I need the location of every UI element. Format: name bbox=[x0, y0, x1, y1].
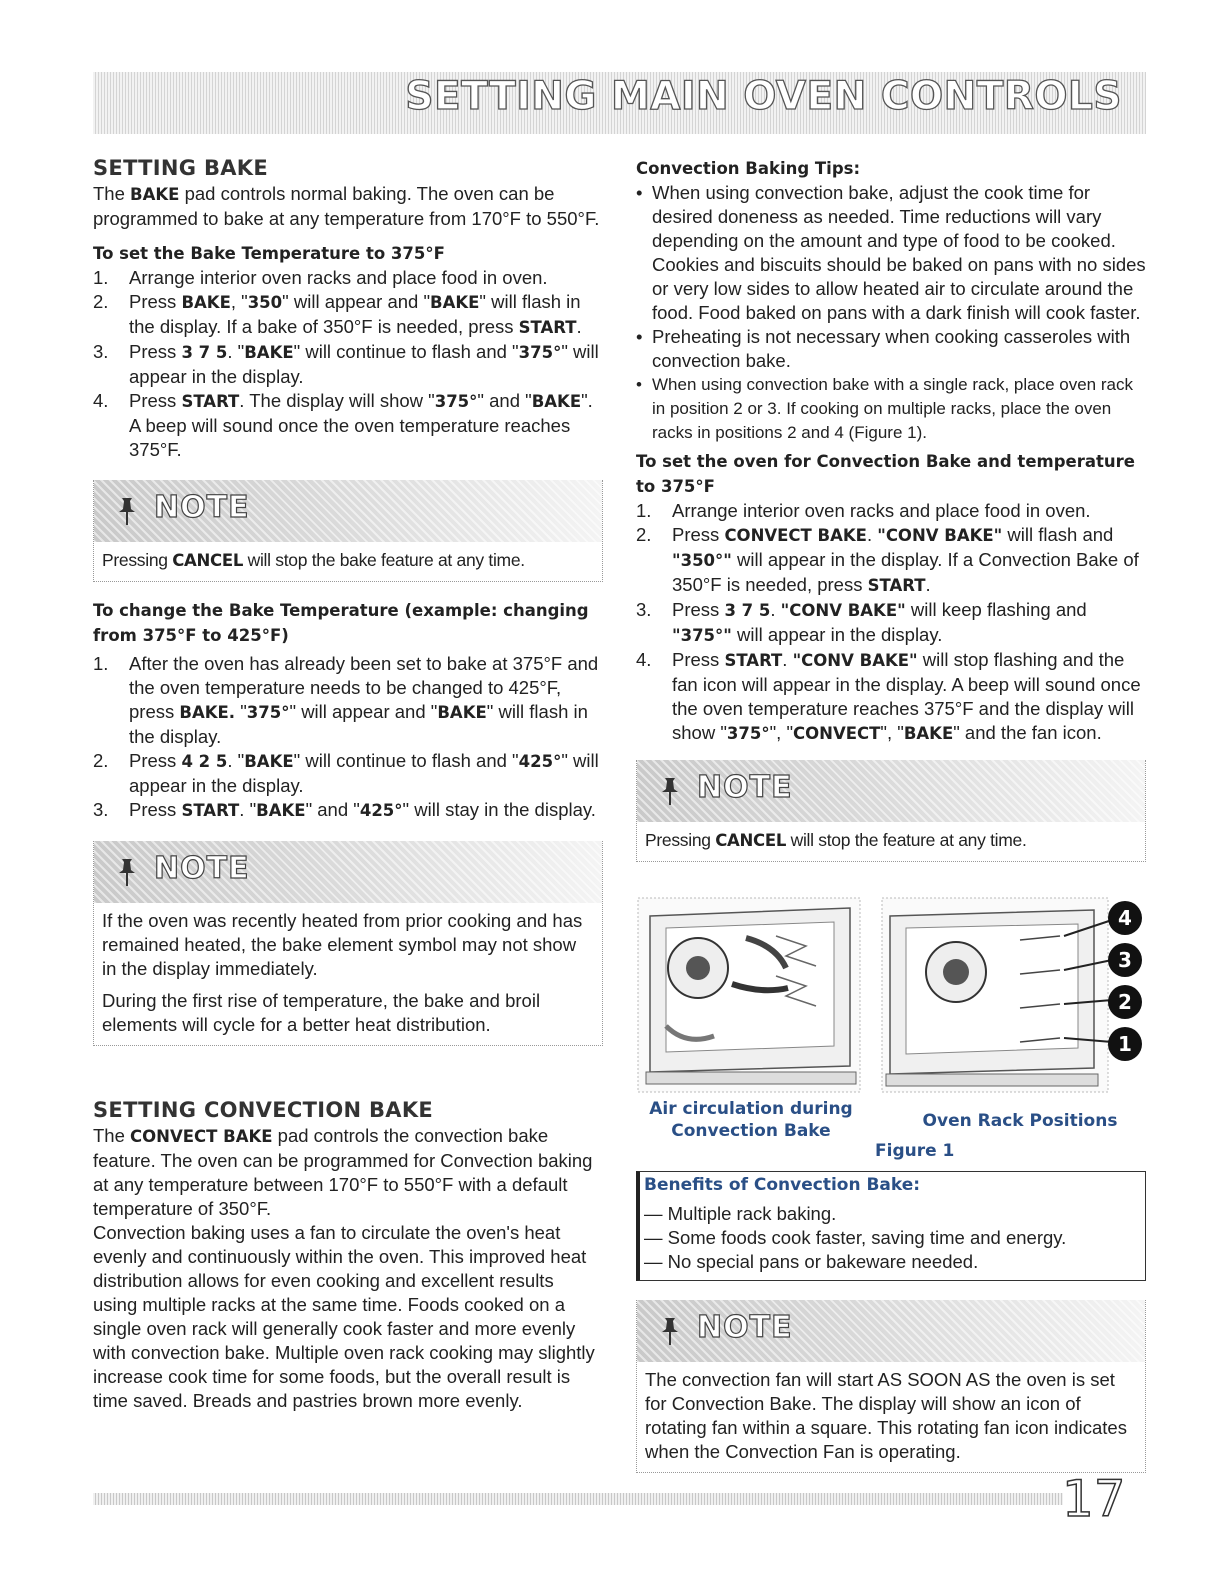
emphasis-text: CANCEL bbox=[715, 831, 787, 850]
emphasis-text: START bbox=[181, 392, 240, 411]
oven-rack-positions-illustration bbox=[880, 896, 1144, 1094]
note-label: NOTE bbox=[697, 770, 793, 805]
set-bake-steps bbox=[93, 266, 603, 462]
pushpin-icon bbox=[116, 857, 138, 887]
note-text bbox=[94, 903, 602, 1045]
emphasis-text: BAKE bbox=[531, 392, 582, 411]
step-item bbox=[636, 648, 1146, 746]
benefit-item: — Some foods cook faster, saving time and energy. bbox=[644, 1227, 1067, 1248]
text-run: " will flash in the display. If a bake of 350°F is needed, press bbox=[129, 291, 581, 337]
air-circulation-illustration bbox=[636, 896, 862, 1094]
text-run: . " bbox=[227, 750, 245, 771]
emphasis-text: BAKE bbox=[244, 752, 294, 771]
step-item bbox=[93, 652, 603, 749]
text-run: " and the fan icon. bbox=[953, 722, 1102, 743]
text-run: " and " bbox=[477, 390, 532, 411]
step-item bbox=[93, 340, 603, 389]
emphasis-text: 425° bbox=[518, 752, 562, 771]
text-run: Press bbox=[129, 291, 182, 312]
step-item bbox=[93, 798, 603, 823]
emphasis-text: BAKE bbox=[437, 703, 487, 722]
emphasis-text: START bbox=[867, 576, 926, 595]
emphasis-text: 350 bbox=[247, 293, 283, 312]
emphasis-text: 375° bbox=[246, 703, 290, 722]
text-run: ", " bbox=[880, 722, 904, 743]
text-run: " will appear in the display. bbox=[129, 341, 599, 387]
text-run: . bbox=[782, 649, 793, 670]
set-convect-subtitle: To set the oven for Convection Bake and temperature to 375°F bbox=[636, 452, 1135, 496]
header-band bbox=[93, 72, 1146, 134]
note-text bbox=[637, 822, 1145, 861]
emphasis-text: START bbox=[724, 651, 783, 670]
text-run: " will flash in the display. bbox=[129, 701, 588, 747]
note-text bbox=[94, 542, 602, 581]
note-paragraph: During the first rise of temperature, the bake and broil elements will cycle for a better heat distribution. bbox=[102, 990, 541, 1035]
step-item bbox=[93, 389, 603, 462]
convect-bake-title: SETTING CONVECTION BAKE bbox=[93, 1098, 434, 1122]
rack-number-3: 3 bbox=[1118, 948, 1132, 972]
setting-bake-intro: The BAKE pad controls normal baking. The oven can be programmed to bake at any temperature from 170°F to 550°F. bbox=[93, 183, 600, 229]
text-run: Pressing bbox=[102, 550, 173, 570]
emphasis-text: "CONV BAKE" bbox=[877, 526, 1003, 545]
text-run: Press bbox=[672, 599, 725, 620]
note-label: NOTE bbox=[697, 1310, 793, 1345]
pushpin-icon bbox=[659, 1316, 681, 1346]
step-number: 1. bbox=[93, 653, 109, 674]
note-header bbox=[637, 1300, 1145, 1362]
text-run: . bbox=[866, 524, 878, 545]
change-bake-steps bbox=[93, 652, 603, 823]
page-number: 17 bbox=[1062, 1470, 1126, 1528]
text-run: . " bbox=[239, 799, 257, 820]
text-run: Press bbox=[129, 750, 182, 771]
pushpin-icon bbox=[659, 776, 681, 806]
note-label: NOTE bbox=[154, 490, 250, 525]
step-item bbox=[93, 290, 603, 340]
step-item bbox=[93, 749, 603, 798]
step-number: 1. bbox=[93, 267, 109, 288]
text-run: . bbox=[770, 599, 781, 620]
note-paragraph: If the oven was recently heated from prior cooking and has remained heated, the bake element symbol may not show in the display immediately. bbox=[102, 910, 583, 979]
text-run: will flash and bbox=[1002, 524, 1114, 545]
emphasis-text: BAKE bbox=[430, 293, 480, 312]
change-bake-subtitle: To change the Bake Temperature (example: changing from 375°F to 425°F) bbox=[93, 601, 589, 645]
text-run: . bbox=[925, 574, 931, 595]
text-run: will appear in the display. bbox=[731, 624, 943, 645]
emphasis-text: 375° bbox=[518, 343, 562, 362]
note-header bbox=[637, 760, 1145, 822]
text-run: ", " bbox=[769, 722, 794, 743]
emphasis-text: "350°" bbox=[672, 551, 732, 570]
text-run: Press bbox=[672, 649, 725, 670]
convect-bake-intro: The CONVECT BAKE pad controls the convection bake feature. The oven can be programmed for Convection baking at any temperature between 170°F to 550°F with a default temperature of 350°F. bbox=[93, 1125, 593, 1219]
step-number: 3. bbox=[93, 341, 109, 362]
tips-list bbox=[636, 181, 1146, 445]
rack-position-badges bbox=[1108, 901, 1142, 1061]
set-convect-steps bbox=[636, 499, 1146, 746]
emphasis-text: BAKE. bbox=[179, 703, 236, 722]
text-run: . " bbox=[227, 341, 245, 362]
footer-band bbox=[93, 1493, 1063, 1505]
emphasis-text: CONVECT BAKE bbox=[724, 526, 867, 545]
text-run: " will continue to flash and " bbox=[293, 750, 519, 771]
emphasis-text: BAKE bbox=[903, 724, 954, 743]
step-number: 2. bbox=[93, 750, 109, 771]
emphasis-text: 425° bbox=[359, 801, 403, 820]
text-run: " and " bbox=[305, 799, 360, 820]
step-number: 2. bbox=[93, 291, 109, 312]
text-run: " will appear in the display. bbox=[129, 750, 599, 796]
emphasis-text: "375°" bbox=[672, 626, 732, 645]
note-box-element bbox=[93, 841, 603, 1046]
text-run: Press bbox=[129, 341, 182, 362]
text-run: Arrange interior oven racks and place food in oven. bbox=[672, 500, 1091, 521]
step-number: 4. bbox=[636, 649, 652, 670]
page-title: SETTING MAIN OVEN CONTROLS bbox=[405, 74, 1122, 119]
step-number: 4. bbox=[93, 390, 109, 411]
text-run: , " bbox=[230, 291, 248, 312]
figure-caption-rack-positions: Oven Rack Positions bbox=[922, 1111, 1118, 1131]
tip-item: • When using convection bake with a single rack, place oven rack in position 2 or 3. If cooking on multiple racks, place the oven racks in positions 2 and 4 (Figure 1). bbox=[636, 373, 1146, 445]
text-run: Arrange interior oven racks and place food in oven. bbox=[129, 267, 548, 288]
text-run: After the oven has already been set to bake at 375°F and the oven temperature needs to be changed to 425°F, press bbox=[129, 653, 599, 722]
emphasis-text: BAKE bbox=[244, 343, 294, 362]
benefit-item: — Multiple rack baking. bbox=[644, 1203, 837, 1224]
step-item bbox=[636, 598, 1146, 648]
tip-item: • Preheating is not necessary when cooking casseroles with convection bake. bbox=[636, 325, 1146, 373]
step-item bbox=[636, 499, 1146, 523]
text-run: " will continue to flash and " bbox=[293, 341, 519, 362]
step-item bbox=[636, 523, 1146, 598]
emphasis-text: 375° bbox=[726, 724, 770, 743]
text-run: Pressing bbox=[645, 830, 716, 850]
figure-caption-air-circulation: Air circulation during Convection Bake bbox=[649, 1099, 853, 1141]
emphasis-text: BAKE bbox=[181, 293, 231, 312]
text-run: . bbox=[576, 316, 582, 337]
note-box-convection-fan bbox=[636, 1300, 1146, 1473]
step-number: 1. bbox=[636, 500, 652, 521]
step-number: 3. bbox=[93, 799, 109, 820]
emphasis-text: START bbox=[181, 801, 240, 820]
set-bake-subtitle: To set the Bake Temperature to 375°F bbox=[93, 244, 445, 263]
text-run: ". A beep will sound once the oven temperature reaches 375°F. bbox=[129, 390, 593, 460]
left-column bbox=[93, 156, 603, 1413]
rack-number-2: 2 bbox=[1118, 990, 1132, 1014]
text-run: " will appear and " bbox=[282, 291, 431, 312]
step-number: 2. bbox=[636, 524, 652, 545]
note-label: NOTE bbox=[154, 851, 250, 886]
emphasis-text: 375° bbox=[434, 392, 478, 411]
text-run: " bbox=[235, 701, 247, 722]
emphasis-text: CONVECT bbox=[793, 724, 881, 743]
note-box-cancel-convect bbox=[636, 760, 1146, 862]
emphasis-text: 3 7 5 bbox=[724, 601, 771, 620]
setting-bake-title: SETTING BAKE bbox=[93, 156, 269, 180]
text-run: " will stay in the display. bbox=[402, 799, 596, 820]
note-header bbox=[94, 480, 602, 542]
benefits-title: Benefits of Convection Bake: bbox=[644, 1172, 1145, 1198]
rack-number-4: 4 bbox=[1118, 906, 1132, 930]
text-run: will stop the bake feature at any time. bbox=[243, 550, 525, 570]
emphasis-text: CANCEL bbox=[172, 551, 244, 570]
pushpin-icon bbox=[116, 496, 138, 526]
emphasis-text: 4 2 5 bbox=[181, 752, 228, 771]
text-run: will stop flashing and the fan icon will appear in the display. A beep will sound once the oven temperature reaches 375°F and the display will show " bbox=[672, 649, 1141, 743]
text-run: . The display will show " bbox=[239, 390, 435, 411]
tip-item: • When using convection bake, adjust the cook time for desired doneness as needed. Time reductions will vary depending on the amount and type of food to be cooked. Cookies and biscuits should be baked on pans with no sides or very low sides to allow heated air to circulate around the food. Food baked on pans with a dark finish will cook faster. bbox=[636, 181, 1146, 325]
text-run: will stop the feature at any time. bbox=[786, 830, 1027, 850]
emphasis-text: BAKE bbox=[256, 801, 306, 820]
note-text: The convection fan will start AS SOON AS the oven is set for Convection Bake. The display will show an icon of rotating fan within a square. This rotating fan icon indicates when the Convection Fan is operating. bbox=[645, 1369, 1127, 1462]
note-box-cancel bbox=[93, 480, 603, 582]
text-run: Press bbox=[672, 524, 725, 545]
text-run: will keep flashing and bbox=[905, 599, 1087, 620]
figure-label: Figure 1 bbox=[875, 1141, 955, 1161]
step-number: 3. bbox=[636, 599, 652, 620]
benefit-item: — No special pans or bakeware needed. bbox=[644, 1251, 979, 1272]
text-run: Press bbox=[129, 799, 182, 820]
emphasis-text: START bbox=[518, 318, 577, 337]
emphasis-text: 3 7 5 bbox=[181, 343, 228, 362]
convect-bake-description: Convection baking uses a fan to circulate the oven's heat evenly and continuously within the oven. This improved heat distribution allows for even cooking and excellent results using multiple racks at the same time. Foods cooked on a single oven rack will generally cook faster and more evenly with convection bake. Multiple oven rack cooking may slightly increase cook time for some foods, but the overall result is time saved. Breads and pastries brown more evenly. bbox=[93, 1222, 595, 1411]
rack-number-1: 1 bbox=[1118, 1032, 1132, 1056]
step-item bbox=[93, 266, 603, 290]
right-column bbox=[636, 156, 1146, 862]
tips-title: Convection Baking Tips: bbox=[636, 159, 861, 178]
benefits-box bbox=[636, 1171, 1146, 1281]
emphasis-text: "CONV BAKE" bbox=[792, 651, 918, 670]
note-header bbox=[94, 841, 602, 903]
text-run: will appear in the display. If a Convection Bake of 350°F is needed, press bbox=[672, 549, 1139, 595]
text-run: " will appear and " bbox=[289, 701, 438, 722]
emphasis-text: "CONV BAKE" bbox=[780, 601, 906, 620]
text-run: Press bbox=[129, 390, 182, 411]
